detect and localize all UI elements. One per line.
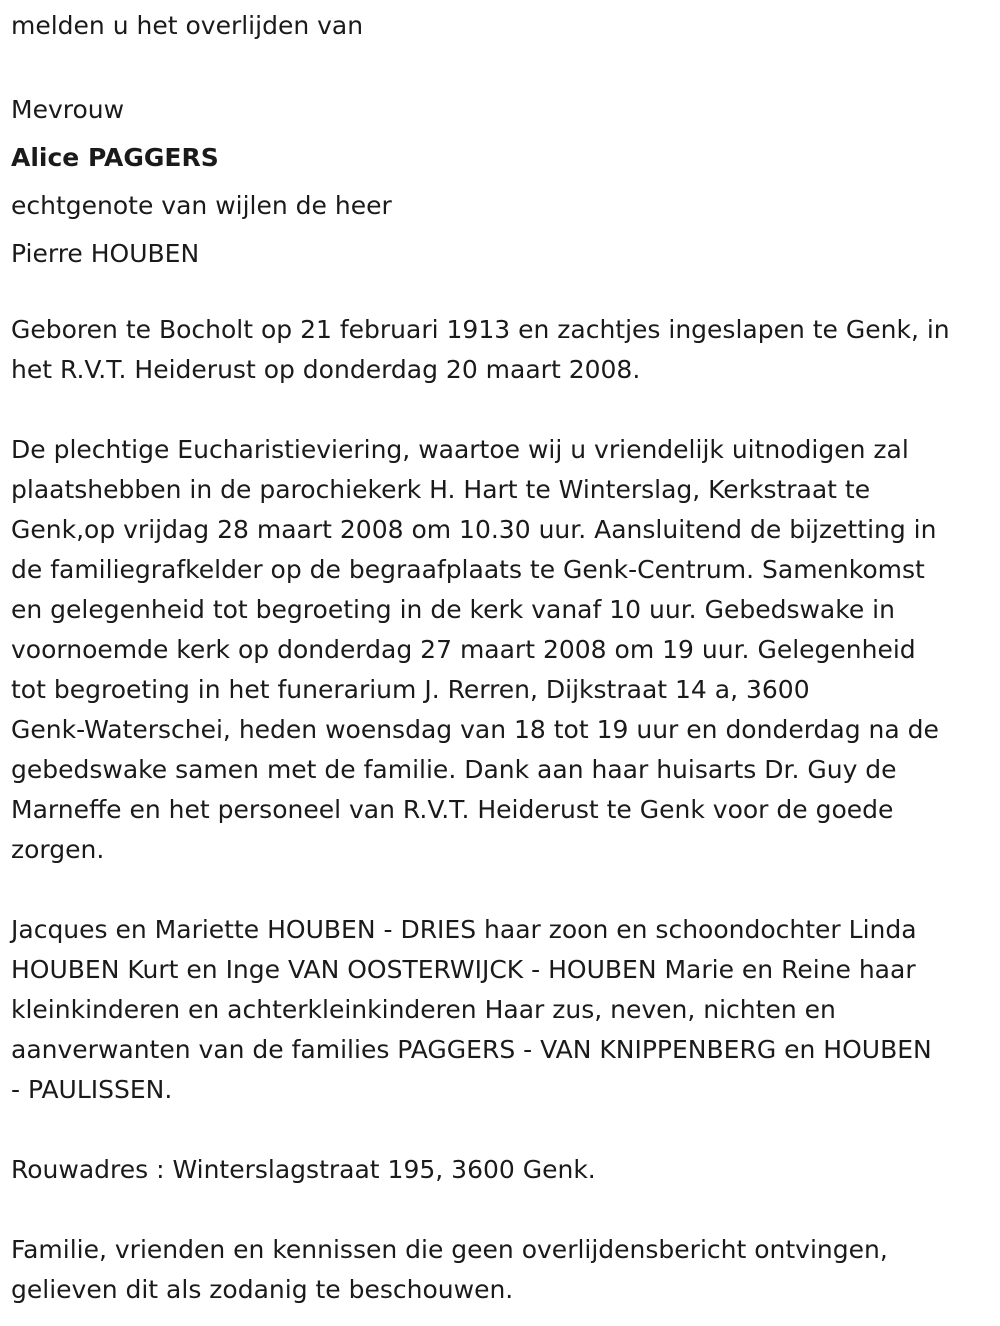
paragraph-line: Genk,op vrijdag 28 maart 2008 om 10.30 uur. Aansluitend de bijzetting in <box>11 515 937 544</box>
intro-line: melden u het overlijden van <box>11 11 364 40</box>
spouse-name: Pierre HOUBEN <box>11 239 200 268</box>
paragraph-line: voornoemde kerk op donderdag 27 maart 2008 om 19 uur. Gelegenheid <box>11 635 916 664</box>
paragraph-line: HOUBEN Kurt en Inge VAN OOSTERWIJCK - HOUBEN Marie en Reine haar <box>11 955 916 984</box>
funeral-service-paragraph <box>11 430 991 870</box>
paragraph-line: de familiegrafkelder op de begraafplaats te Genk-Centrum. Samenkomst <box>11 555 925 584</box>
deceased-relation: echtgenote van wijlen de heer <box>11 191 392 220</box>
birth-death-paragraph <box>11 310 991 390</box>
paragraph-line: en gelegenheid tot begroeting in de kerk vanaf 10 uur. Gebedswake in <box>11 595 895 624</box>
family-paragraph <box>11 910 991 1110</box>
paragraph-line: gelieven dit als zodanig te beschouwen. <box>11 1275 514 1304</box>
paragraph-line: tot begroeting in het funerarium J. Rerren, Dijkstraat 14 a, 3600 <box>11 675 810 704</box>
paragraph-line: plaatshebben in de parochiekerk H. Hart te Winterslag, Kerkstraat te <box>11 475 871 504</box>
paragraph-line: Geboren te Bocholt op 21 februari 1913 en zachtjes ingeslapen te Genk, in <box>11 315 950 344</box>
deceased-title: Mevrouw <box>11 95 125 124</box>
paragraph-line: zorgen. <box>11 835 105 864</box>
deceased-block <box>11 86 392 278</box>
paragraph-line: gebedswake samen met de familie. Dank aan haar huisarts Dr. Guy de <box>11 755 897 784</box>
paragraph-line: De plechtige Eucharistieviering, waartoe wij u vriendelijk uitnodigen zal <box>11 435 909 464</box>
paragraph-line: kleinkinderen en achterkleinkinderen Haar zus, neven, nichten en <box>11 995 836 1024</box>
paragraph-line: het R.V.T. Heiderust op donderdag 20 maart 2008. <box>11 355 641 384</box>
address-line: Rouwadres : Winterslagstraat 195, 3600 Genk. <box>11 1155 596 1184</box>
paragraph-line: Familie, vrienden en kennissen die geen overlijdensbericht ontvingen, <box>11 1235 888 1264</box>
paragraph-line: Jacques en Mariette HOUBEN - DRIES haar zoon en schoondochter Linda <box>11 915 917 944</box>
paragraph-line: aanverwanten van de families PAGGERS - VAN KNIPPENBERG en HOUBEN <box>11 1035 932 1064</box>
closing-notice <box>11 1230 991 1310</box>
paragraph-line: - PAULISSEN. <box>11 1075 173 1104</box>
mourning-address <box>11 1150 991 1190</box>
paragraph-line: Genk-Waterschei, heden woensdag van 18 tot 19 uur en donderdag na de <box>11 715 939 744</box>
intro-text <box>11 6 363 46</box>
paragraph-line: Marneffe en het personeel van R.V.T. Heiderust te Genk voor de goede <box>11 795 894 824</box>
deceased-name: Alice PAGGERS <box>11 143 219 172</box>
